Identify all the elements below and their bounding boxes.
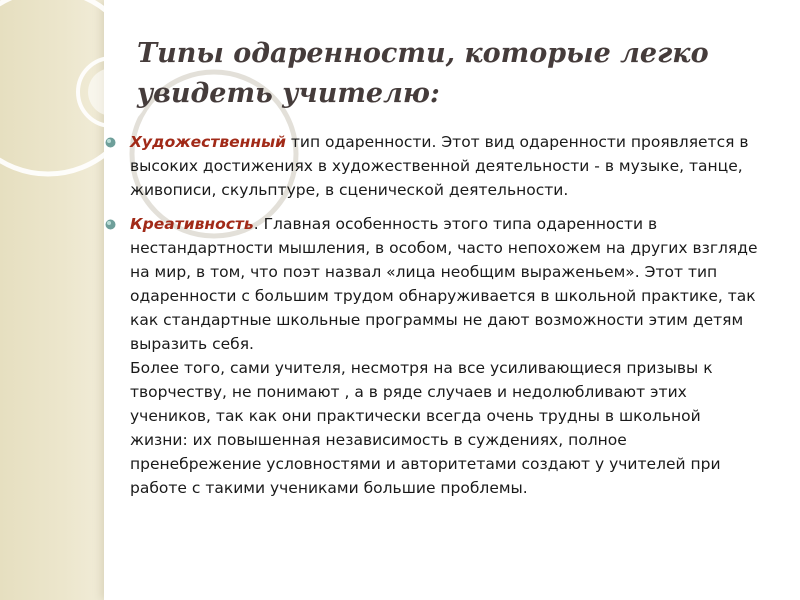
creativity-paragraph (130, 212, 763, 356)
artistic-description: тип одаренности. Этот вид одаренности проявляется в высоких достижениях в художественной деятельности - в музыке, танце, живописи, скульптуре, в сценической деятельности. (130, 133, 749, 199)
creativity-continuation: Более того, сами учителя, несмотря на все усиливающиеся призывы к творчеству, не понимают , а в ряде случаев и недолюбливают этих учеников, так как они практически всегда очень трудны в школьной жизни: их повышенная независимость в суждениях, полное пренебрежение условностями и авторитетами создают у учителей при работе с такими учениками большие проблемы. (130, 359, 721, 497)
creativity-description: . Главная особенность этого типа одаренности в нестандартности мышления, в особом, часто непохожем на других взгляде на мир, в том, что поэт назвал «лица необщим выраженьем». Этот тип одаренности с большим трудом обнаруживается в школьной практике, так как стандартные школьные программы не дают возможности этим детям выразить себя. (130, 215, 758, 353)
list-item-creativity (103, 212, 763, 500)
list-item-artistic (103, 130, 763, 202)
content-list (103, 130, 763, 510)
term-artistic: Художественный (130, 133, 286, 151)
artistic-paragraph (130, 130, 763, 202)
bullet-dot-icon (105, 219, 116, 230)
slide-title: Типы одаренности, которые легко увидеть учителю: (137, 38, 709, 109)
term-creativity: Креативность (130, 215, 254, 233)
bullet-dot-icon (105, 137, 116, 148)
small-disc-shape (88, 68, 136, 116)
